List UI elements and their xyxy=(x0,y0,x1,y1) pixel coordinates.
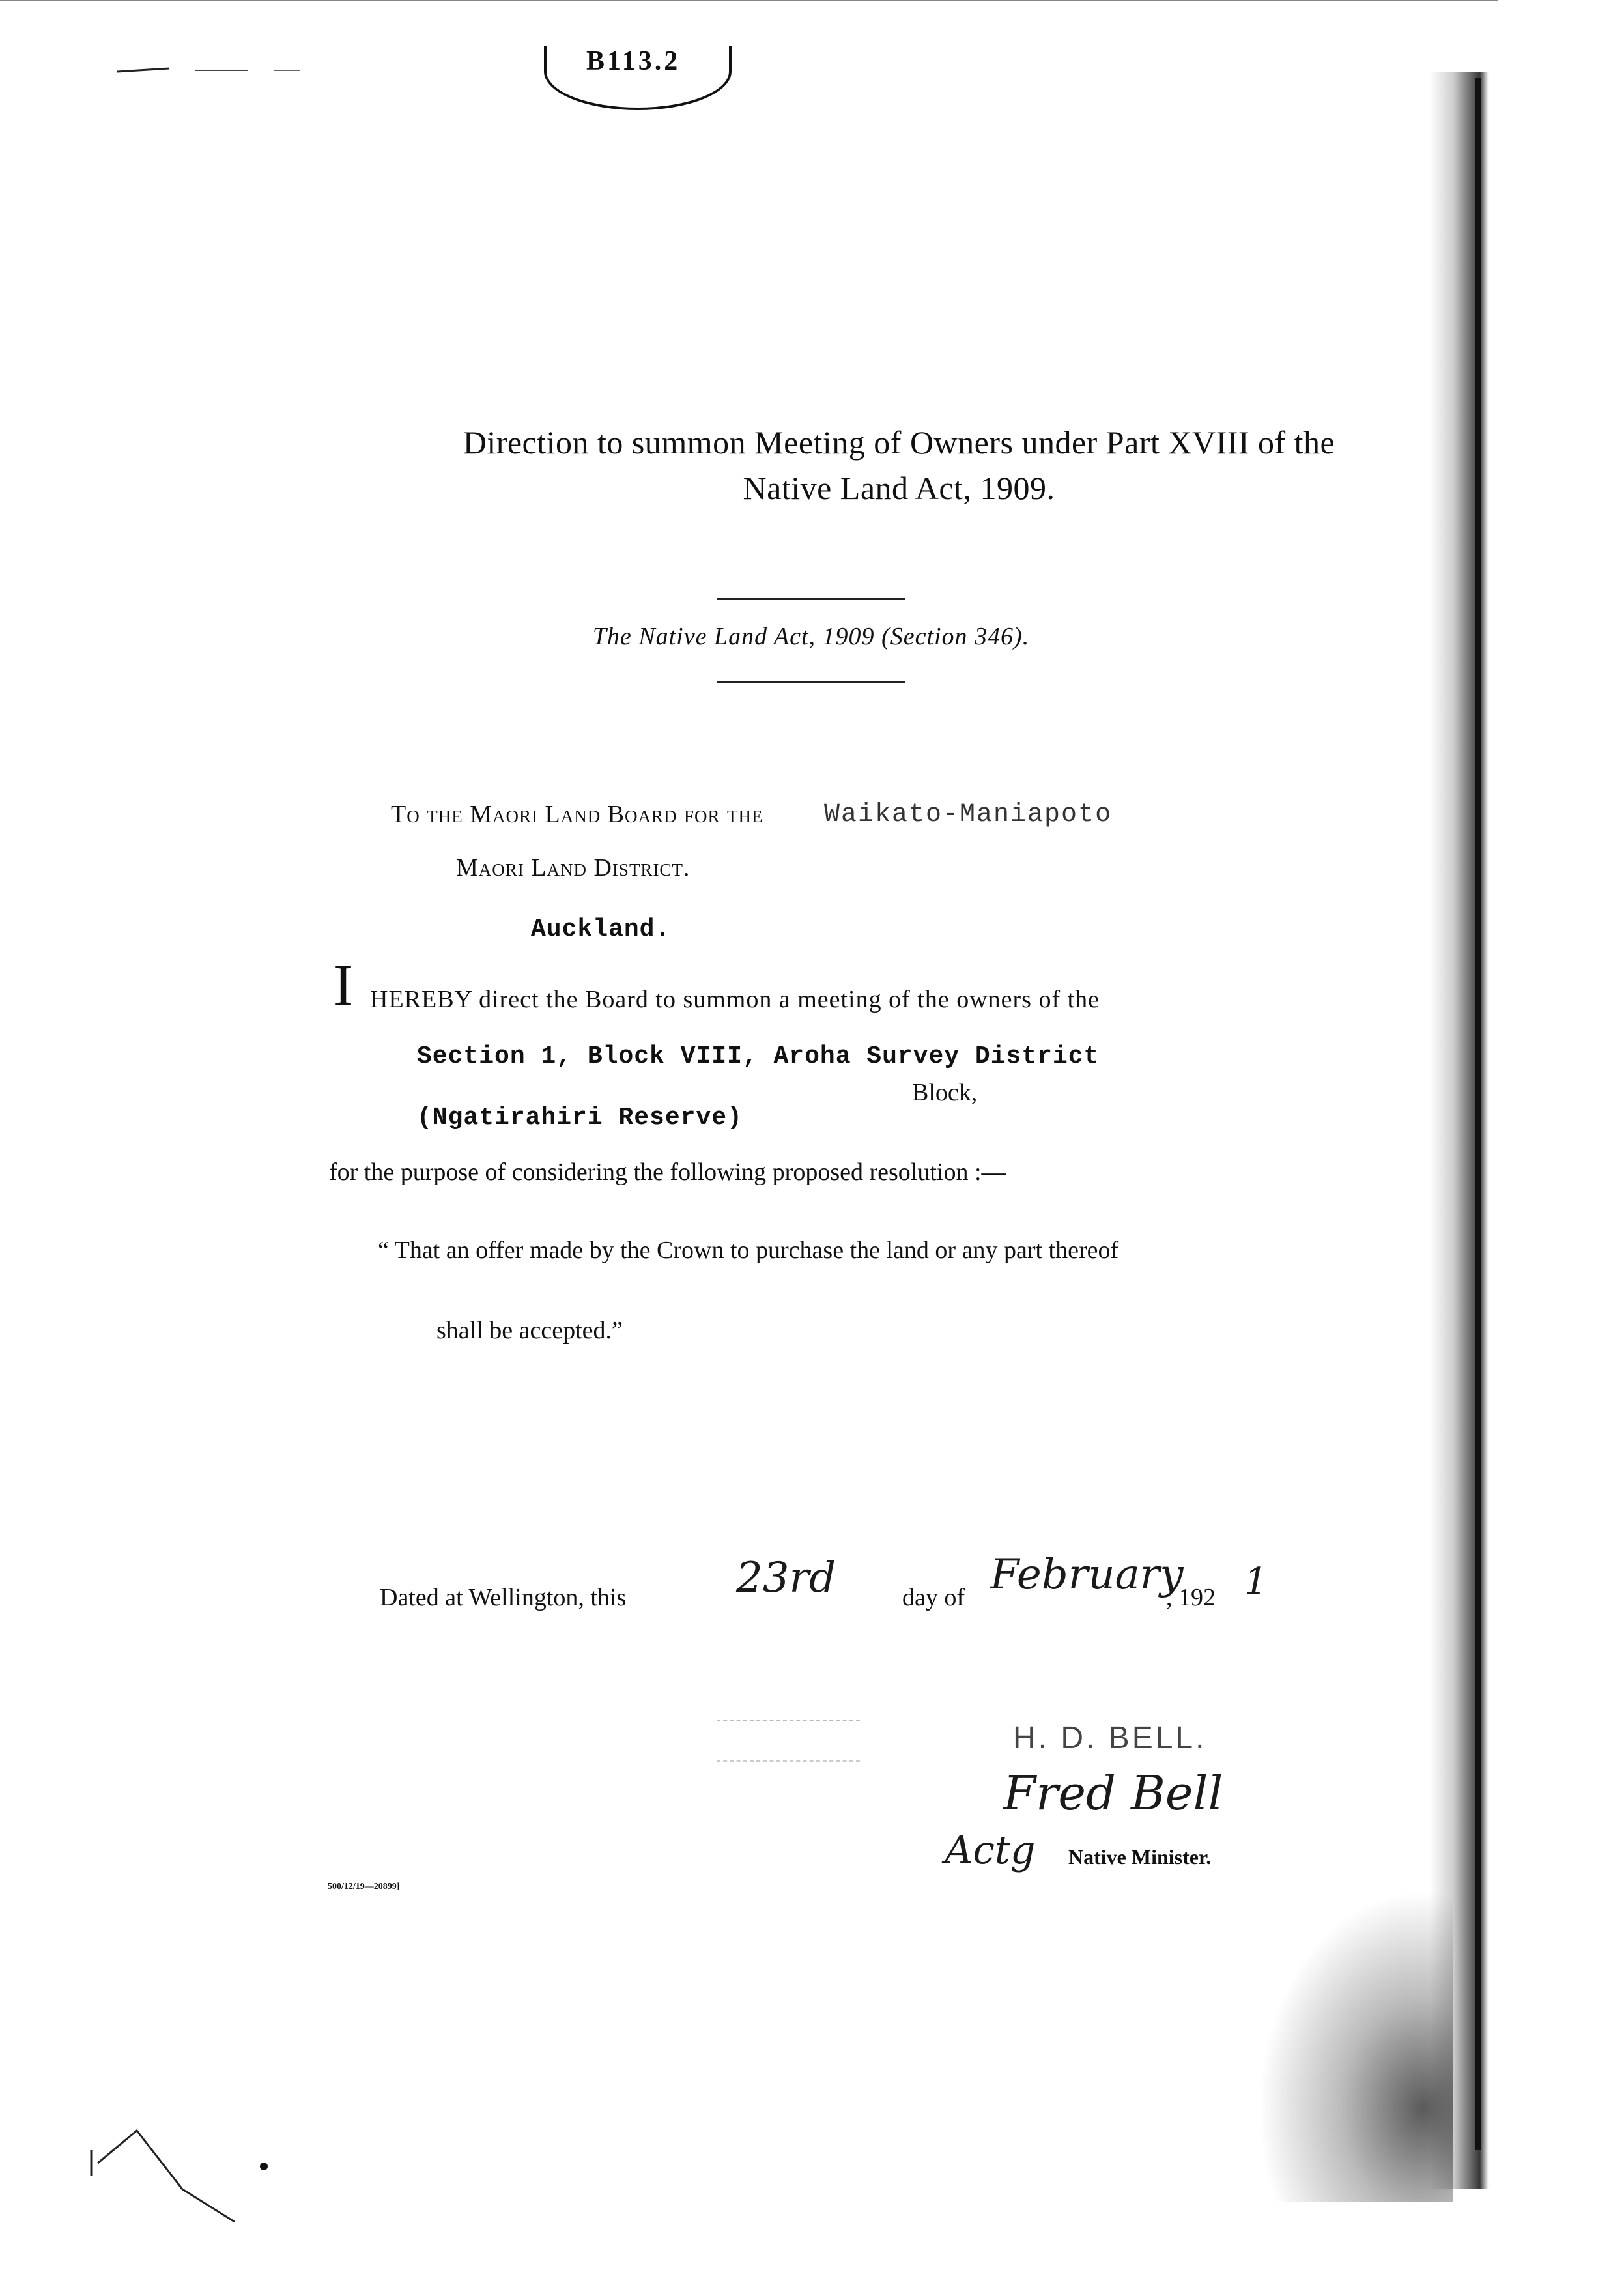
divider-bottom xyxy=(717,681,905,683)
district-line: Maori Land District. xyxy=(456,854,691,882)
top-edge-line xyxy=(0,0,1498,1)
city: Auckland. xyxy=(531,915,671,943)
document-title-line-2: Native Land Act, 1909. xyxy=(743,470,1055,506)
statute-reference: The Native Land Act, 1909 (Section 346). xyxy=(592,623,1030,650)
purpose-line: for the purpose of considering the following proposed resolution :— xyxy=(329,1158,1006,1186)
resolution-line-1: “ That an offer made by the Crown to purchase the land or any part thereof xyxy=(378,1237,1119,1264)
address-to-line: To the Maori Land Board for the xyxy=(391,801,763,828)
scan-edge-line xyxy=(1475,78,1481,2150)
dated-prefix: Dated at Wellington, this xyxy=(380,1584,627,1611)
signatory-role: Native Minister. xyxy=(1068,1845,1212,1869)
drop-cap: I xyxy=(334,953,353,1018)
handwritten-year: 1 xyxy=(1244,1560,1268,1603)
stamped-name: H. D. BELL. xyxy=(1013,1721,1207,1755)
direction-text: HEREBY direct the Board to summon a meeting of the owners of the xyxy=(370,986,1100,1013)
resolution-line-2: shall be accepted.” xyxy=(436,1317,623,1344)
top-left-dashes xyxy=(117,59,443,156)
print-reference: 500/12/19—20899] xyxy=(328,1882,400,1891)
year-prefix: , 192 xyxy=(1166,1584,1216,1611)
document-title-line-1: Direction to summon Meeting of Owners under Part XVIII of the xyxy=(463,424,1335,461)
day-of-label: day of xyxy=(902,1584,965,1611)
file-reference: B113.2 xyxy=(586,46,681,76)
handwritten-day: 23rd xyxy=(736,1554,836,1602)
land-description-line-2: (Ngatirahiri Reserve) xyxy=(417,1104,743,1132)
handwritten-acting: Actg xyxy=(945,1828,1036,1873)
divider-top xyxy=(717,598,905,600)
pen-marks xyxy=(85,2111,280,2241)
handwritten-month: February xyxy=(990,1551,1184,1599)
board-name: Waikato-Maniapoto xyxy=(824,800,1113,829)
faint-marks xyxy=(717,1720,860,1762)
block-word: Block, xyxy=(912,1079,978,1106)
land-description-line-1: Section 1, Block VIII, Aroha Survey District xyxy=(417,1042,1100,1071)
handwritten-signature: Fred Bell xyxy=(1003,1766,1223,1820)
scan-corner-smudge xyxy=(1257,1890,1453,2202)
file-reference-oval xyxy=(544,46,732,110)
